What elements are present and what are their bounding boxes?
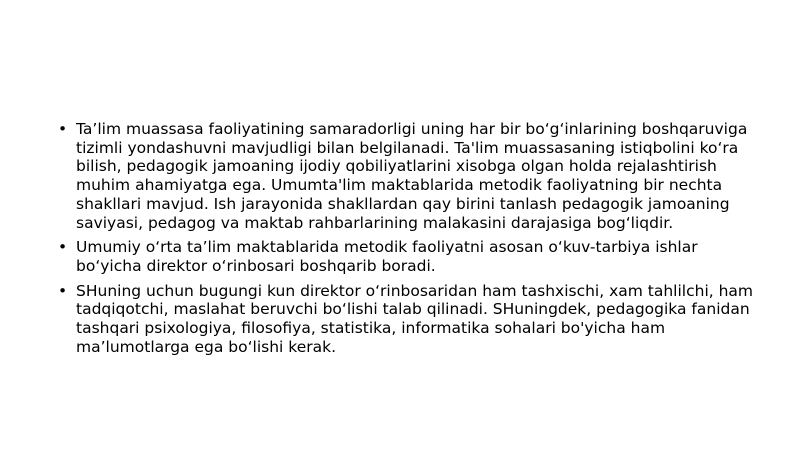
- bullet-item-3: • SHuning uchun bugungi kun direktor o‘rinbosaridan ham tashxischi, xam tahlilchi, ham tadqiqotchi, maslahat beruvchi bo‘lishi talab qilinadi. SHuningdek, pedagogika fanidan tashqari psixologiya, filosofiya, statistika, informatika sohalari bo'yicha ham ma’lumotlarga ega bo‘lishi kerak.: [58, 282, 758, 357]
- bullet-item-2: • Umumiy o‘rta ta’lim maktablarida metodik faoliyatni asosan o‘kuv-tarbiya ishlar bo‘yicha direktor o‘rinbosari boshqarib boradi.: [58, 238, 758, 275]
- bullet-list: [58, 120, 758, 362]
- bullet-item-1: • Ta’lim muassasa faoliyatining samaradorligi uning har bir bo‘g‘inlarining boshqaruviga tizimli yondashuvni mavjudligi bilan belgilanadi. Ta'lim muassasaning istiqbolini ko‘ra bilish, pedagogik jamoaning ijodiy qobiliyatlarini xisobga olgan holda rejalashtirish muhim ahamiyatga ega. Umumta'lim maktablarida metodik faoliyatning bir nechta shakllari mavjud. Ish jarayonida shakllardan qay birini tanlash pedagogik jamoaning saviyasi, pedagog va maktab rahbarlarining malakasini darajasiga bog‘liqdir.: [58, 120, 758, 232]
